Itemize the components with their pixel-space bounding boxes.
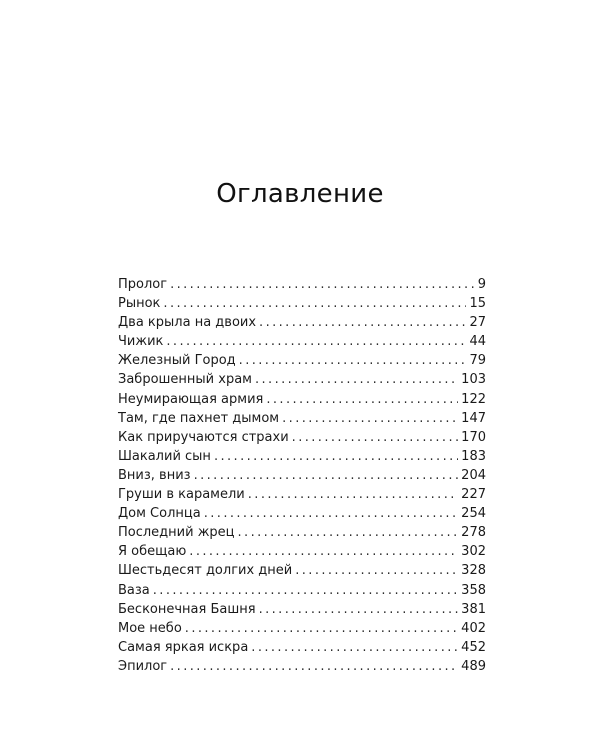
toc-dot-leader — [153, 581, 458, 600]
toc-dot-leader — [266, 390, 458, 409]
toc-entry — [118, 428, 486, 447]
toc-entry — [118, 370, 486, 389]
toc-entry-title: Шестьдесят долгих дней — [118, 563, 293, 579]
toc-entry-title: Там, где пахнет дымом — [118, 410, 280, 426]
toc-dot-leader — [189, 542, 458, 561]
toc-entry-title: Рынок — [118, 296, 161, 312]
toc-entry — [118, 275, 486, 294]
toc-entry — [118, 542, 486, 561]
toc-entry-title: Бесконечная Башня — [118, 601, 256, 617]
toc-entry-page-number: 489 — [461, 658, 486, 674]
toc-entry-title: Неумирающая армия — [118, 391, 264, 407]
toc-dot-leader — [238, 523, 459, 542]
toc-dot-leader — [166, 332, 466, 351]
toc-entry-title: Я обещаю — [118, 544, 187, 560]
toc-entry — [118, 581, 486, 600]
toc-entry — [118, 561, 486, 580]
page-title: Оглавление — [216, 179, 384, 209]
toc-dot-leader — [295, 561, 458, 580]
toc-entry — [118, 390, 486, 409]
toc-entry-title: Пролог — [118, 277, 168, 292]
toc-entry-page-number: 227 — [461, 487, 486, 503]
toc-entry-page-number: 358 — [461, 582, 486, 598]
toc-dot-leader — [170, 275, 475, 294]
toc-entry — [118, 485, 486, 504]
toc-entry-title: Шакалий сын — [118, 448, 211, 464]
toc-entry — [118, 332, 486, 351]
toc-entry — [118, 638, 486, 657]
toc-entry-page-number: 402 — [461, 620, 486, 636]
toc-dot-leader — [163, 294, 466, 313]
toc-entry-page-number: 147 — [461, 410, 486, 426]
toc-dot-leader — [170, 657, 458, 676]
toc-entry — [118, 409, 486, 428]
toc-entry — [118, 657, 486, 676]
toc-entry-page-number: 15 — [469, 296, 486, 312]
toc-dot-leader — [251, 638, 458, 657]
toc-entry-title: Чижик — [118, 334, 164, 350]
toc-entry-title: Заброшенный храм — [118, 372, 252, 388]
toc-entry-page-number: 170 — [461, 429, 486, 445]
toc-dot-leader — [248, 485, 458, 504]
toc-dot-leader — [259, 600, 459, 619]
toc-entry-title: Дом Солнца — [118, 506, 201, 522]
toc-dot-leader — [282, 409, 458, 428]
toc-entry-title: Мое небо — [118, 620, 182, 636]
toc-entry — [118, 600, 486, 619]
toc-dot-leader — [259, 313, 466, 332]
toc-dot-leader — [204, 504, 458, 523]
toc-entry-page-number: 302 — [461, 544, 486, 560]
toc-entry-title: Вниз, вниз — [118, 467, 191, 483]
toc-entry-page-number: 122 — [461, 391, 486, 407]
toc-entry — [118, 523, 486, 542]
toc-entry-page-number: 103 — [461, 372, 486, 388]
toc-entry-title: Последний жрец — [118, 525, 235, 541]
toc-entry-page-number: 9 — [477, 277, 486, 292]
toc-entry — [118, 504, 486, 523]
toc-entry-title: Груши в карамели — [118, 487, 245, 503]
toc-entry-page-number: 254 — [461, 506, 486, 522]
toc-entry-page-number: 328 — [461, 563, 486, 579]
toc-entry-title: Как приручаются страхи — [118, 429, 289, 445]
toc-entry — [118, 351, 486, 370]
toc-entry — [118, 294, 486, 313]
toc-entry — [118, 466, 486, 485]
toc-entry — [118, 619, 486, 638]
toc-entry-page-number: 381 — [461, 601, 486, 617]
toc-entry-title: Два крыла на двоих — [118, 315, 257, 331]
toc-entry-page-number: 278 — [461, 525, 486, 541]
toc-entry-title: Эпилог — [118, 658, 168, 674]
toc-entry-page-number: 204 — [461, 467, 486, 483]
toc-entry-title: Самая яркая искра — [118, 639, 249, 655]
toc-dot-leader — [194, 466, 459, 485]
toc-entry — [118, 313, 486, 332]
table-of-contents — [118, 275, 486, 676]
toc-entry-page-number: 79 — [469, 353, 486, 369]
toc-entry-page-number: 27 — [469, 315, 486, 331]
toc-entry-page-number: 183 — [461, 448, 486, 464]
toc-dot-leader — [255, 370, 458, 389]
toc-entry-title: Ваза — [118, 582, 150, 598]
toc-entry-title: Железный Город — [118, 353, 236, 369]
toc-entry — [118, 447, 486, 466]
toc-entry-page-number: 452 — [461, 639, 486, 655]
toc-dot-leader — [292, 428, 459, 447]
toc-dot-leader — [185, 619, 458, 638]
toc-dot-leader — [239, 351, 467, 370]
toc-dot-leader — [214, 447, 458, 466]
toc-entry-page-number: 44 — [469, 334, 486, 350]
